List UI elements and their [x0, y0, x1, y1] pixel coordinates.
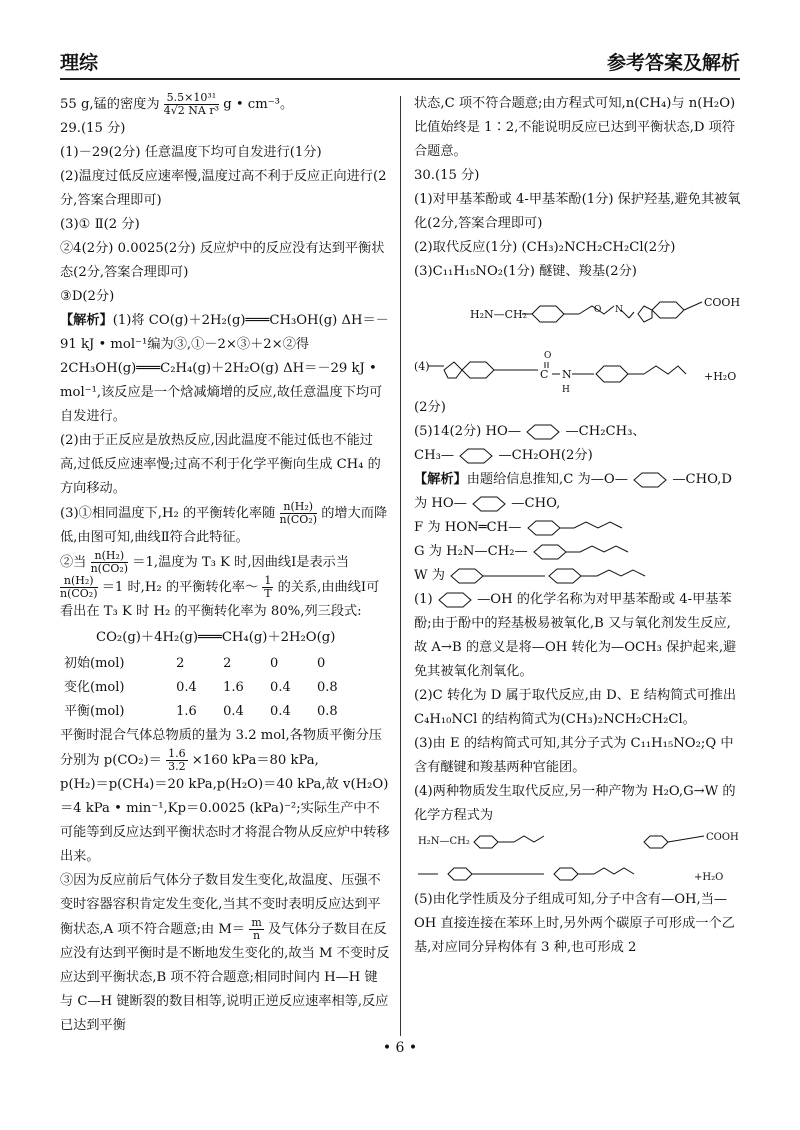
analysis-30-d: 为 HO— —CHO, [414, 496, 561, 511]
analysis-29-1: 【解析】(1)将 CO(g)＋2H₂(g)═══CH₃OH(g) ΔH＝－91 kJ • mol⁻¹编为③,①－2×③＋2×②得 2CH₃OH(g)═══C₂H₄(g)＋2H₂O(g) ΔH＝－29 kJ • mol⁻¹,该反应是一个焓减熵增的反应,故任意温度下均可自发进行。 [60, 313, 389, 424]
answer-30-5b: CH₃— —CH₂OH(2分) [414, 448, 593, 463]
question-29-title: 29.(15 分) [60, 121, 126, 136]
benzene-ether-chain [532, 544, 642, 560]
analysis-29-4: 平衡时混合气体总物质的量为 3.2 mol,各物质平衡分压分别为 p(CO₂)＝ $\frac{1.6}{3.2}$ ×160 kPa＝80 kPa, [60, 728, 382, 773]
svg-text:H: H [562, 385, 570, 395]
svg-text:O: O [594, 305, 602, 315]
table-row: 初始(mol) 2 2 0 0 [64, 656, 326, 671]
svg-text:H₂N—CH₂: H₂N—CH₂ [418, 836, 470, 847]
benzodioxole-ring [462, 362, 494, 378]
answer-30-1: (1)对甲基苯酚或 4-甲基苯酚(1分) 保护羟基,避免其被氧化(2分,答案合理即可) [414, 192, 741, 231]
answer-30-2: (2)取代反应(1分) (CH₃)₂NCH₂CH₂Cl(2分) [414, 240, 676, 255]
answer-30-3: (3)C₁₁H₁₅NO₂(1分) 醚键、羧基(2分) [414, 264, 637, 279]
benzene-ether-chain [526, 520, 636, 536]
reaction-equation: CO₂(g)＋4H₂(g)═══CH₄(g)＋2H₂O(g) [96, 630, 336, 645]
benzene-ring [532, 306, 564, 322]
benzene-ring [596, 366, 628, 382]
table-row: 变化(mol) 0.4 1.6 0.4 0.8 [64, 680, 338, 695]
answer-29-4: ②4(2分) 0.0025(2分) 反应炉中的反应没有达到平衡状态(2分,答案合理即可) [60, 241, 385, 280]
cooh-label: COOH [704, 296, 741, 309]
w-structure [449, 567, 679, 585]
answer-29-5: ③D(2分) [60, 289, 115, 304]
answer-30-5: (5)14(2分) HO— —CH₂CH₃、 [414, 424, 646, 439]
g-to-w-equation-diagram [414, 828, 744, 888]
svg-text:+H₂O: +H₂O [694, 872, 724, 883]
h2n-label: H₂N—CH₂ [470, 308, 528, 321]
header-title: 参考答案及解析 [606, 52, 740, 74]
analysis-29-3b: ②当 $\frac{\text{n(H₂)}}{\text{n(CO₂)}}$ ＝1,温度为 T₃ K 时,因曲线Ⅰ是表示当 $\frac{\text{n(H₂)}}{\text{n(CO₂)}}$ ＝1 时,H₂ 的平衡转化率～ $\frac{1}{T}$ 的关系,由曲线Ⅰ可看出在 T₃ K 时 H₂ 的平衡转化率为 80%,列三段式: [60, 549, 380, 619]
analysis-30-3: (3)由 E 的结构简式可知,其分子式为 C₁₁H₁₅NO₂;Q 中含有醚键和羧基两种官能团。 [414, 736, 734, 775]
benzene-ring [458, 448, 494, 464]
analysis-29-5: p(H₂)＝p(CH₄)＝20 kPa,p(H₂O)＝40 kPa,故 v(H₂O)＝4 kPa • min⁻¹,Kp＝0.0025 (kPa)⁻²;实际生产中不可能等到反应达到平衡状态时才将混合物从反应炉中转移出来。 [60, 777, 390, 864]
analysis-30-c: 【解析】由题给信息推知,C 为—O— —CHO,D [414, 472, 732, 487]
reaction-structure-diagram [414, 284, 744, 396]
analysis-29-cont: 状态,C 项不符合题意;由方程式可知,n(CH₄)与 n(H₂O)比值始终是 1∶2,不能说明反应已达到平衡状态,D 项符合题意。 [414, 96, 736, 159]
page-header [60, 44, 740, 80]
svg-text:N: N [562, 368, 572, 381]
analysis-30-2: (2)C 转化为 D 属于取代反应,由 D、E 结构简式可推出 C₄H₁₀NCl 的结构简式为(CH₃)₂NCH₂CH₂Cl。 [414, 688, 737, 727]
analysis-30-f: F 为 HON═CH— [414, 516, 744, 540]
svg-text:C: C [540, 368, 549, 381]
answer-29-1: (1)－29(2分) 任意温度下均可自发进行(1分) [60, 145, 322, 160]
column-divider [400, 96, 401, 1036]
svg-text:COOH: COOH [706, 832, 739, 843]
three-stage-table [60, 652, 360, 724]
water-label: +H₂O [704, 370, 737, 383]
analysis-30-1: (1) —OH 的化学名称为对甲基苯酚或 4-甲基苯酚;由于酚中的羟基极易被氧化,B 又与氧化剂发生反应,故 A→B 的意义是将—OH 转化为—OCH₃ 保护起来,避免其被氧化剂氧化。 [414, 592, 737, 679]
answer-29-3: (3)① Ⅱ(2 分) [60, 217, 140, 232]
q4-label: (4) [414, 360, 430, 373]
analysis-29-6: ③因为反应前后气体分子数目发生变化,故温度、压强不变时容器容积肯定发生变化,当其不变时表明反应达到平衡状态,A 项不符合题意;由 M＝ $\frac{m}{n}$ 及气体分子数目在反应没有达到平衡时是不断地发生变化的,故当 M 不变时反应达到平衡状态,B 项不符合题意;相同时间内 H—H 键与 C—H 键断裂的数目相等,说明正逆反应速率相等,反应已达到平衡 [60, 873, 390, 1033]
benzene-ring [525, 424, 561, 440]
analysis-29-2: (2)由于正反应是放热反应,因此温度不能过低也不能过高,过低反应速率慢;过高不利于化学平衡向生成 CH₄ 的方向移动。 [60, 433, 381, 496]
left-column [60, 92, 390, 1038]
page-number: • 6 • [382, 1040, 418, 1056]
benzene-ring [632, 472, 668, 488]
table-row: 平衡(mol) 1.6 0.4 0.4 0.8 [64, 704, 338, 719]
question-30-title: 30.(15 分) [414, 168, 480, 183]
analysis-30-w: W 为 [414, 564, 744, 588]
svg-text:N: N [615, 305, 623, 315]
benzodioxole-ring [652, 302, 684, 318]
benzene-ring [471, 496, 507, 512]
right-column [414, 92, 744, 960]
answer-30-4-score: (2分) [414, 400, 446, 415]
svg-text:O: O [544, 351, 552, 361]
answer-29-2: (2)温度过低反应速率慢,温度过高不利于反应正向进行(2分,答案合理即可) [60, 169, 387, 208]
analysis-30-4: (4)两种物质发生取代反应,另一种产物为 H₂O,G→W 的化学方程式为 [414, 784, 736, 823]
analysis-30-5: (5)由化学性质及分子组成可知,分子中含有—OH,当—OH 直接连接在苯环上时,另外两个碳原子可形成一个乙基,对应同分异构体有 3 种,也可形成 2 [414, 892, 735, 955]
benzene-ring [437, 592, 473, 608]
analysis-29-3a: (3)①相同温度下,H₂ 的平衡转化率随 $\frac{\text{n(H₂)}}{\text{n(CO₂)}}$ 的增大而降低,由图可知,曲线Ⅱ符合此特征。 [60, 500, 388, 545]
analysis-30-g: G 为 H₂N—CH₂— [414, 540, 744, 564]
density-line: 55 g,锰的密度为 $\frac{\text{5.5×10³¹}}{\text{4√2 NA r³}}$ g • cm⁻³。 [60, 91, 294, 117]
header-subject: 理综 [60, 52, 99, 74]
